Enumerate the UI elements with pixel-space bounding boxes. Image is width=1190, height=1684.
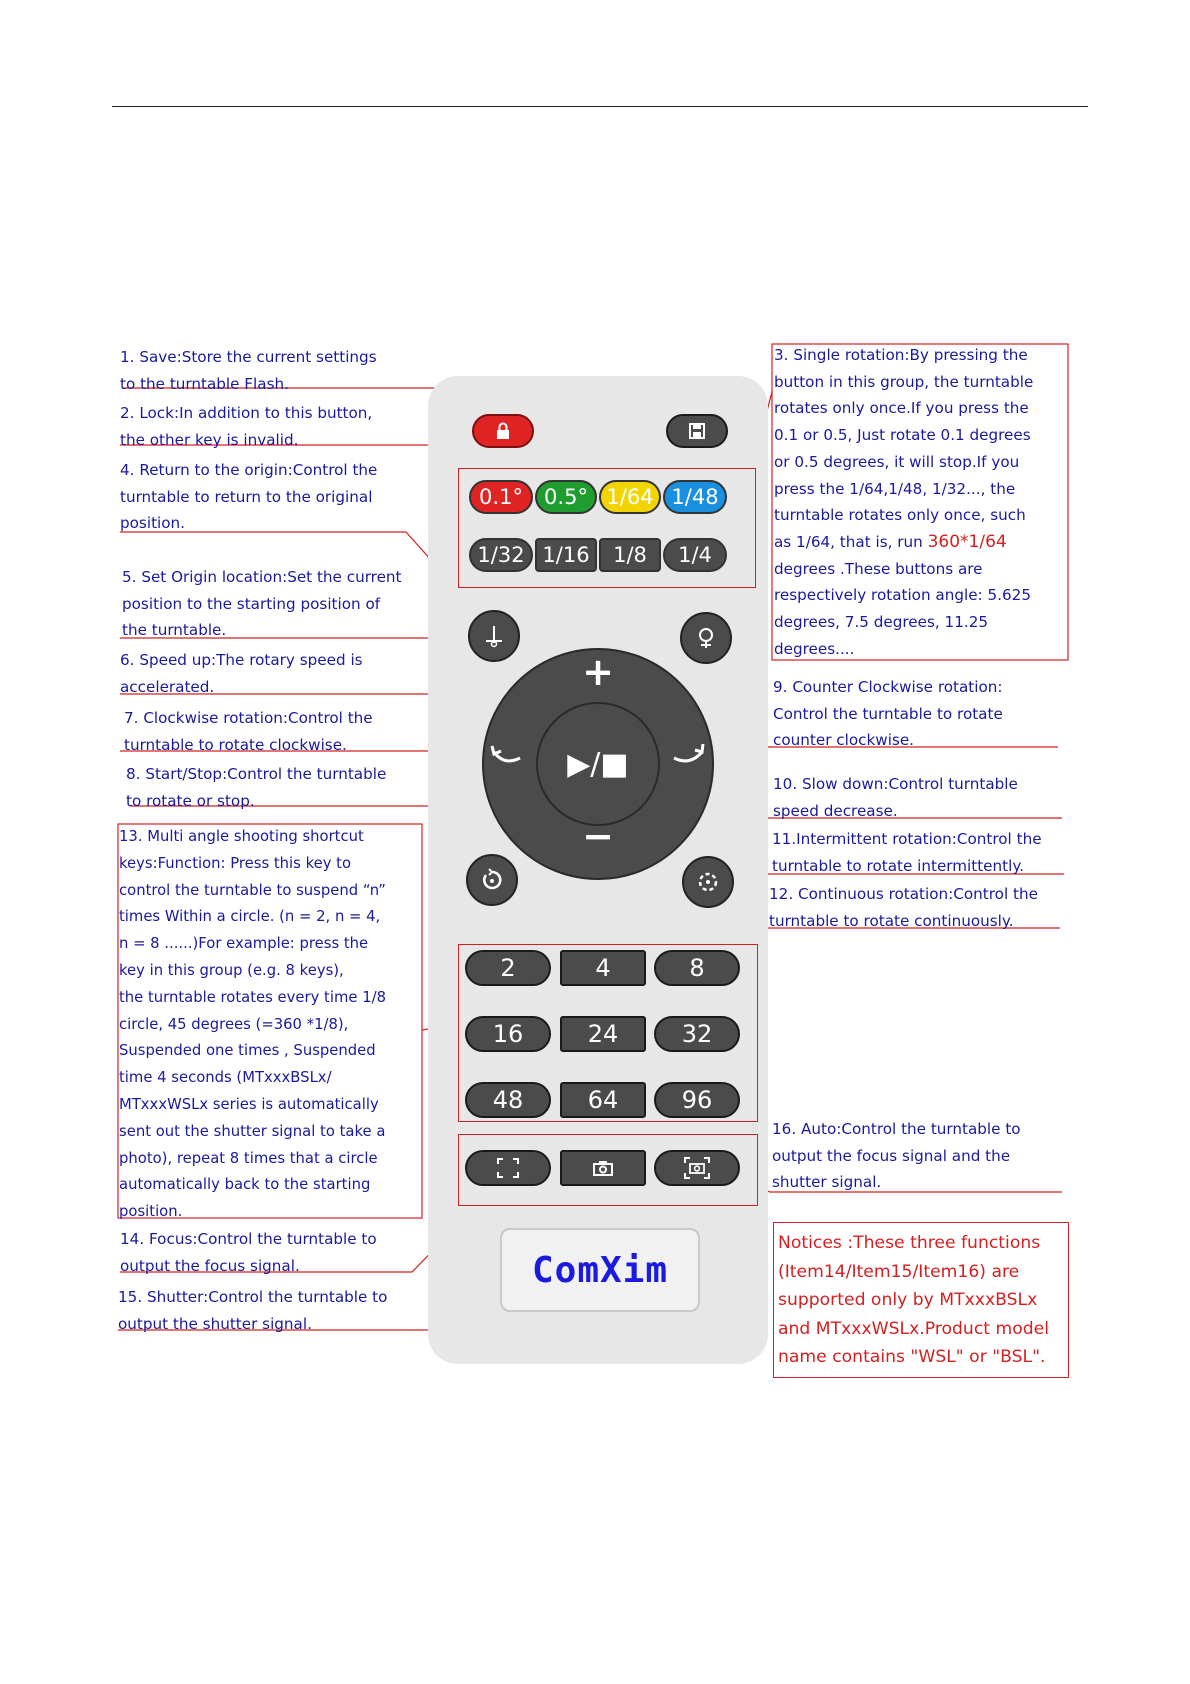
note-return-origin <box>120 457 377 537</box>
camera-icon <box>592 1159 614 1177</box>
slow-down-button[interactable] <box>578 814 618 858</box>
button-label: 96 <box>681 1086 713 1114</box>
auto-button[interactable] <box>654 1150 740 1186</box>
rotate-1-32-button[interactable] <box>469 538 533 572</box>
button-label: 2 <box>500 954 516 982</box>
note-line: press the 1/64,1/48, 1/32..., the <box>774 479 1016 498</box>
note-line: 0.1 or 0.5, Just rotate 0.1 degrees <box>774 426 1031 445</box>
note-line: button in this group, the turntable <box>774 372 1034 391</box>
notice-line: Notices :These three functions <box>778 1233 1041 1253</box>
note-line: turntable rotates only once, such <box>774 506 1026 525</box>
focus-button[interactable] <box>465 1150 551 1186</box>
save-icon <box>687 421 707 441</box>
note-line: accelerated. <box>120 677 215 696</box>
origin-anchor-icon <box>481 623 507 649</box>
multi-angle-96-button[interactable] <box>654 1082 740 1118</box>
note-line: to the turntable Flash. <box>120 374 289 393</box>
note-line: turntable to rotate clockwise. <box>124 735 347 754</box>
note-run-prefix: as 1/64, that is, run <box>774 532 928 551</box>
note-start-stop <box>126 761 386 814</box>
button-label: 1/16 <box>542 543 590 567</box>
auto-focus-camera-icon <box>684 1157 710 1179</box>
note-run-value: 360*1/64 <box>927 531 1007 552</box>
button-label: 1/48 <box>671 485 719 509</box>
note-clockwise <box>124 705 373 758</box>
button-label: 32 <box>681 1020 713 1048</box>
note-line: shutter signal. <box>772 1173 882 1192</box>
note-focus <box>120 1226 377 1279</box>
minus-icon: − <box>582 814 614 858</box>
button-label: 64 <box>587 1086 619 1114</box>
button-label: 1/64 <box>606 485 654 509</box>
note-line: to rotate or stop. <box>126 791 255 810</box>
note-line: 5. Set Origin location:Set the current <box>122 568 402 586</box>
return-origin-button[interactable] <box>680 612 732 664</box>
note-line: 12. Continuous rotation:Control the <box>769 885 1038 903</box>
note-line: keys:Function: Press this key to <box>119 854 352 872</box>
note-line: the other key is invalid. <box>120 430 299 449</box>
button-label: 1/8 <box>613 543 647 567</box>
lock-icon <box>493 421 513 441</box>
note-line: respectively rotation angle: 5.625 <box>774 586 1031 605</box>
button-label: 1/4 <box>678 543 712 567</box>
continuous-rotation-button[interactable] <box>466 854 518 906</box>
rotate-1-4-button[interactable] <box>663 538 727 572</box>
note-line: n = 8 ......)For example: press the <box>119 935 369 953</box>
note-line: output the focus signal. <box>120 1256 300 1275</box>
multi-angle-48-button[interactable] <box>465 1082 551 1118</box>
note-line: degrees, 7.5 degrees, 11.25 <box>774 613 989 632</box>
note-line: 1. Save:Store the current settings <box>120 348 377 366</box>
note-line: time 4 seconds (MTxxxBSLx/ <box>119 1069 332 1087</box>
note-line: 14. Focus:Control the turntable to <box>120 1230 377 1248</box>
multi-angle-2-button[interactable] <box>465 950 551 986</box>
note-auto <box>772 1116 1021 1196</box>
note-lock <box>120 400 372 453</box>
continuous-rotation-icon <box>479 867 505 893</box>
note-line: 4. Return to the origin:Control the <box>120 461 378 479</box>
intermittent-rotation-icon <box>695 869 721 895</box>
note-line: 6. Speed up:The rotary speed is <box>120 651 363 669</box>
note-line: 13. Multi angle shooting shortcut <box>119 828 364 845</box>
note-line: times Within a circle. (n = 2, n = 4, <box>119 908 381 926</box>
notice-line: (Item14/Item15/Item16) are <box>778 1261 1020 1282</box>
notice-box <box>773 1222 1069 1378</box>
note-line: 16. Auto:Control the turntable to <box>772 1120 1021 1138</box>
button-label: 1/32 <box>477 543 525 567</box>
multi-angle-8-button[interactable] <box>654 950 740 986</box>
note-line: photo), repeat 8 times that a circle <box>119 1149 378 1167</box>
rotate-1-48-button[interactable] <box>663 480 727 514</box>
lock-button[interactable] <box>472 414 534 448</box>
button-label: 48 <box>492 1086 524 1114</box>
notice-line: supported only by MTxxxBSLx <box>778 1290 1038 1310</box>
note-line: the turntable. <box>122 621 227 640</box>
play-stop-button[interactable] <box>536 702 660 826</box>
note-continuous <box>769 881 1038 934</box>
rotate-0-5-button[interactable] <box>535 480 597 514</box>
button-label: 24 <box>587 1020 619 1048</box>
counter-clockwise-button[interactable] <box>670 740 706 770</box>
note-save <box>120 344 377 397</box>
focus-frame-icon <box>496 1157 520 1179</box>
note-line: degrees.... <box>774 639 855 658</box>
note-line: counter clockwise. <box>773 731 914 750</box>
comxim-logo <box>500 1228 700 1312</box>
button-label: 16 <box>492 1020 524 1048</box>
note-line: 7. Clockwise rotation:Control the <box>124 709 373 727</box>
note-line: 3. Single rotation:By pressing the <box>774 346 1028 364</box>
note-line: key in this group (e.g. 8 keys), <box>119 961 344 979</box>
note-multi-angle <box>119 824 386 1226</box>
note-line: or 0.5 degrees, it will stop.If you <box>774 452 1020 471</box>
note-line: position. <box>120 514 185 533</box>
save-button[interactable] <box>666 414 728 448</box>
notice-line: and MTxxxWSLx.Product model <box>778 1318 1049 1339</box>
multi-angle-16-button[interactable] <box>465 1016 551 1052</box>
note-line: 2. Lock:In addition to this button, <box>120 404 373 422</box>
note-line: turntable to rotate intermittently. <box>772 856 1024 875</box>
play-stop-icon: ▶/■ <box>567 746 629 782</box>
note-line: output the shutter signal. <box>118 1314 312 1333</box>
note-line: 9. Counter Clockwise rotation: <box>773 678 1003 696</box>
button-label: 4 <box>595 954 611 982</box>
rotate-0-1-button[interactable] <box>469 480 533 514</box>
note-line: turntable to rotate continuously. <box>769 911 1014 930</box>
multi-angle-4-button[interactable] <box>560 950 646 986</box>
multi-angle-32-button[interactable] <box>654 1016 740 1052</box>
clockwise-button[interactable] <box>490 740 526 770</box>
note-line: 11.Intermittent rotation:Control the <box>772 830 1042 848</box>
note-speed-up <box>120 647 363 700</box>
intermittent-rotation-button[interactable] <box>682 856 734 908</box>
clockwise-arrow-icon <box>490 740 526 770</box>
note-line: Suspended one times , Suspended <box>119 1042 376 1060</box>
note-line: 8. Start/Stop:Control the turntable <box>126 765 387 783</box>
note-line: Control the turntable to rotate <box>773 704 1003 723</box>
rotate-1-16-button[interactable] <box>535 538 597 572</box>
button-label: 0.5° <box>544 485 588 509</box>
button-label: 0.1° <box>479 485 523 509</box>
return-origin-icon <box>693 625 719 651</box>
note-line: turntable to return to the original <box>120 487 373 506</box>
rotate-1-64-button[interactable] <box>599 480 661 514</box>
note-line: MTxxxWSLx series is automatically <box>119 1095 379 1113</box>
note-line: sent out the shutter signal to take a <box>119 1122 386 1140</box>
notice-line: name contains "WSL" or "BSL". <box>778 1347 1046 1367</box>
multi-angle-64-button[interactable] <box>560 1082 646 1118</box>
note-slow-down <box>773 771 1018 824</box>
note-line <box>774 529 1033 556</box>
note-line: position. <box>119 1203 183 1221</box>
logo-text: ComXim <box>531 1249 669 1291</box>
shutter-button[interactable] <box>560 1150 646 1186</box>
note-single-rotation <box>774 342 1033 662</box>
note-line: output the focus signal and the <box>772 1146 1011 1165</box>
note-line: degrees .These buttons are <box>774 559 983 578</box>
plus-icon: + <box>582 650 614 694</box>
multi-angle-24-button[interactable] <box>560 1016 646 1052</box>
note-line: rotates only once.If you press the <box>774 399 1029 418</box>
counter-clockwise-arrow-icon <box>670 740 706 770</box>
rotate-1-8-button[interactable] <box>599 538 661 572</box>
note-line: 10. Slow down:Control turntable <box>773 775 1018 793</box>
speed-up-button[interactable] <box>578 652 618 692</box>
note-line: speed decrease. <box>773 801 898 820</box>
set-origin-button[interactable] <box>468 610 520 662</box>
note-line: circle, 45 degrees (=360 *1/8), <box>119 1015 349 1033</box>
note-set-origin <box>122 564 402 644</box>
note-line: automatically back to the starting <box>119 1176 371 1194</box>
note-intermittent <box>772 826 1042 879</box>
note-line: control the turntable to suspend “n” <box>119 881 386 899</box>
note-counter-clockwise <box>773 674 1003 754</box>
note-line: 15. Shutter:Control the turntable to <box>118 1288 388 1306</box>
note-line: position to the starting position of <box>122 594 381 613</box>
note-shutter <box>118 1284 387 1337</box>
note-line: the turntable rotates every time 1/8 <box>119 988 387 1006</box>
button-label: 8 <box>689 954 705 982</box>
